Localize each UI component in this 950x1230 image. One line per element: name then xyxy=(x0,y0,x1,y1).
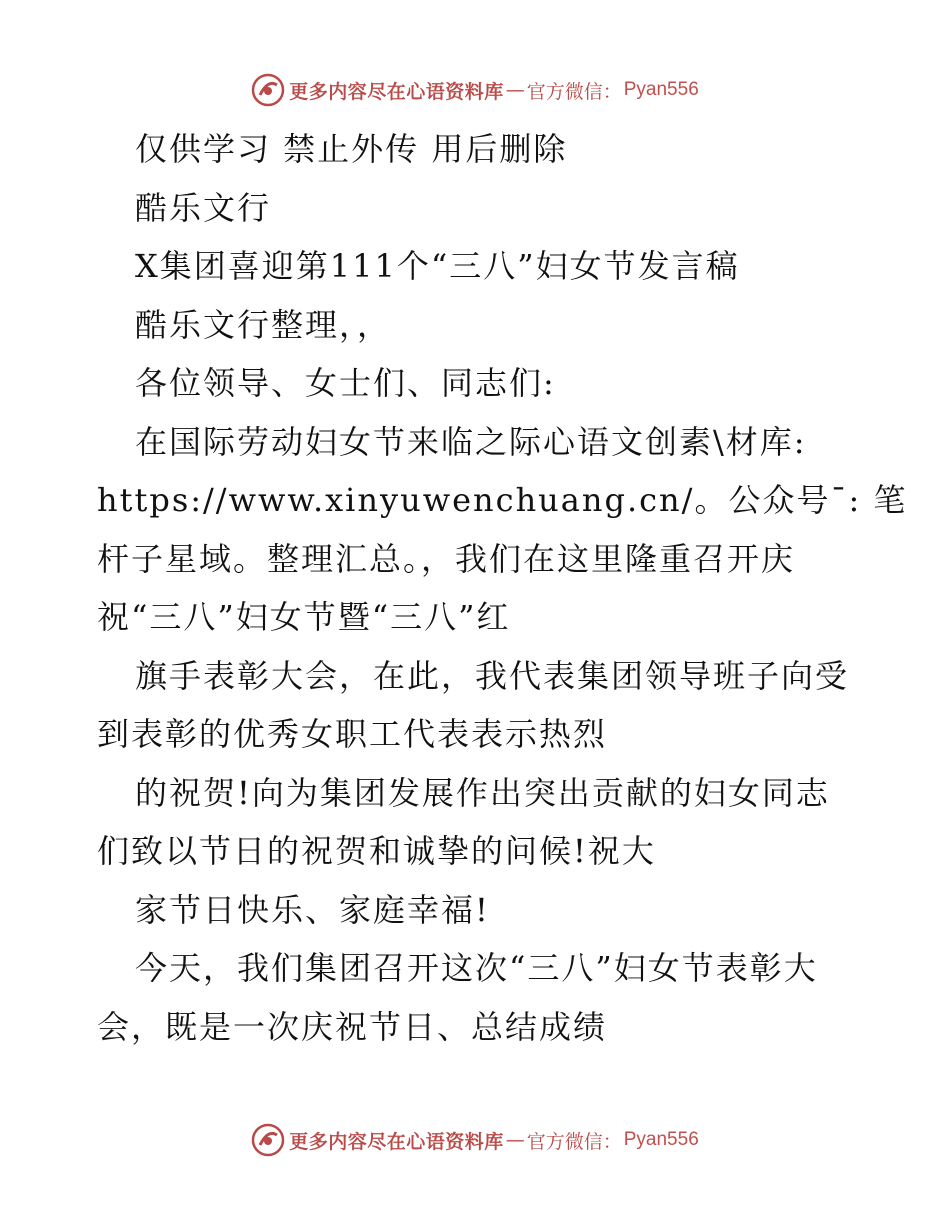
document-body xyxy=(97,120,908,1056)
xinyu-logo-icon xyxy=(251,73,285,107)
banner-wechat-label: 官方微信： xyxy=(526,1130,622,1153)
doc-paragraph-line: 在国际劳动妇女节来临之际心语文创素\材库: xyxy=(135,422,807,461)
banner-wechat-label: 官方微信： xyxy=(526,80,622,103)
doc-line: 酷乐文行 xyxy=(135,188,272,227)
doc-paragraph-line: 到表彰的优秀女职工代表表示热烈 xyxy=(97,715,608,753)
doc-paragraph-line: 们致以节日的祝贺和诚挚的问候!祝大 xyxy=(97,832,656,870)
doc-paragraph-line: 旗手表彰大会，在此，我代表集团领导班子向受 xyxy=(135,656,850,695)
doc-paragraph-line: 杆子星域。整理汇总。，我们在这里隆重召开庆 xyxy=(97,539,796,578)
doc-paragraph-line: 的祝贺!向为集团发展作出突出贡献的妇女同志 xyxy=(135,773,830,812)
doc-title: X集团喜迎第111个“三八”妇女节发言稿 xyxy=(135,247,740,285)
footer-banner xyxy=(0,1120,950,1160)
banner-slogan: 更多内容尽在心语资料库 xyxy=(289,80,504,103)
doc-line: 仅供学习 禁止外传 用后删除 xyxy=(135,130,568,168)
banner-slogan: 更多内容尽在心语资料库 xyxy=(289,1130,504,1153)
banner-wechat-id: Pyan556 xyxy=(623,79,699,100)
banner-dash: — xyxy=(505,1129,525,1151)
banner-wechat-id: Pyan556 xyxy=(623,1129,699,1150)
xinyu-logo-icon xyxy=(251,1123,285,1157)
doc-paragraph-line: https://www.xinyuwenchuang.cn/。公众号¯: 笔 xyxy=(97,481,908,519)
doc-paragraph-line: 家节日快乐、家庭幸福! xyxy=(135,890,490,929)
doc-salutation: 各位领导、女士们、同志们: xyxy=(135,364,556,402)
doc-paragraph-line: 祝“三八”妇女节暨“三八”红 xyxy=(97,598,511,636)
header-banner xyxy=(0,70,950,110)
doc-paragraph-line: 会，既是一次庆祝节日、总结成绩 xyxy=(97,1007,608,1046)
banner-dash: — xyxy=(505,79,525,101)
doc-line: 酷乐文行整理，， xyxy=(135,305,392,344)
doc-paragraph-line: 今天，我们集团召开这次“三八”妇女节表彰大 xyxy=(135,949,818,987)
